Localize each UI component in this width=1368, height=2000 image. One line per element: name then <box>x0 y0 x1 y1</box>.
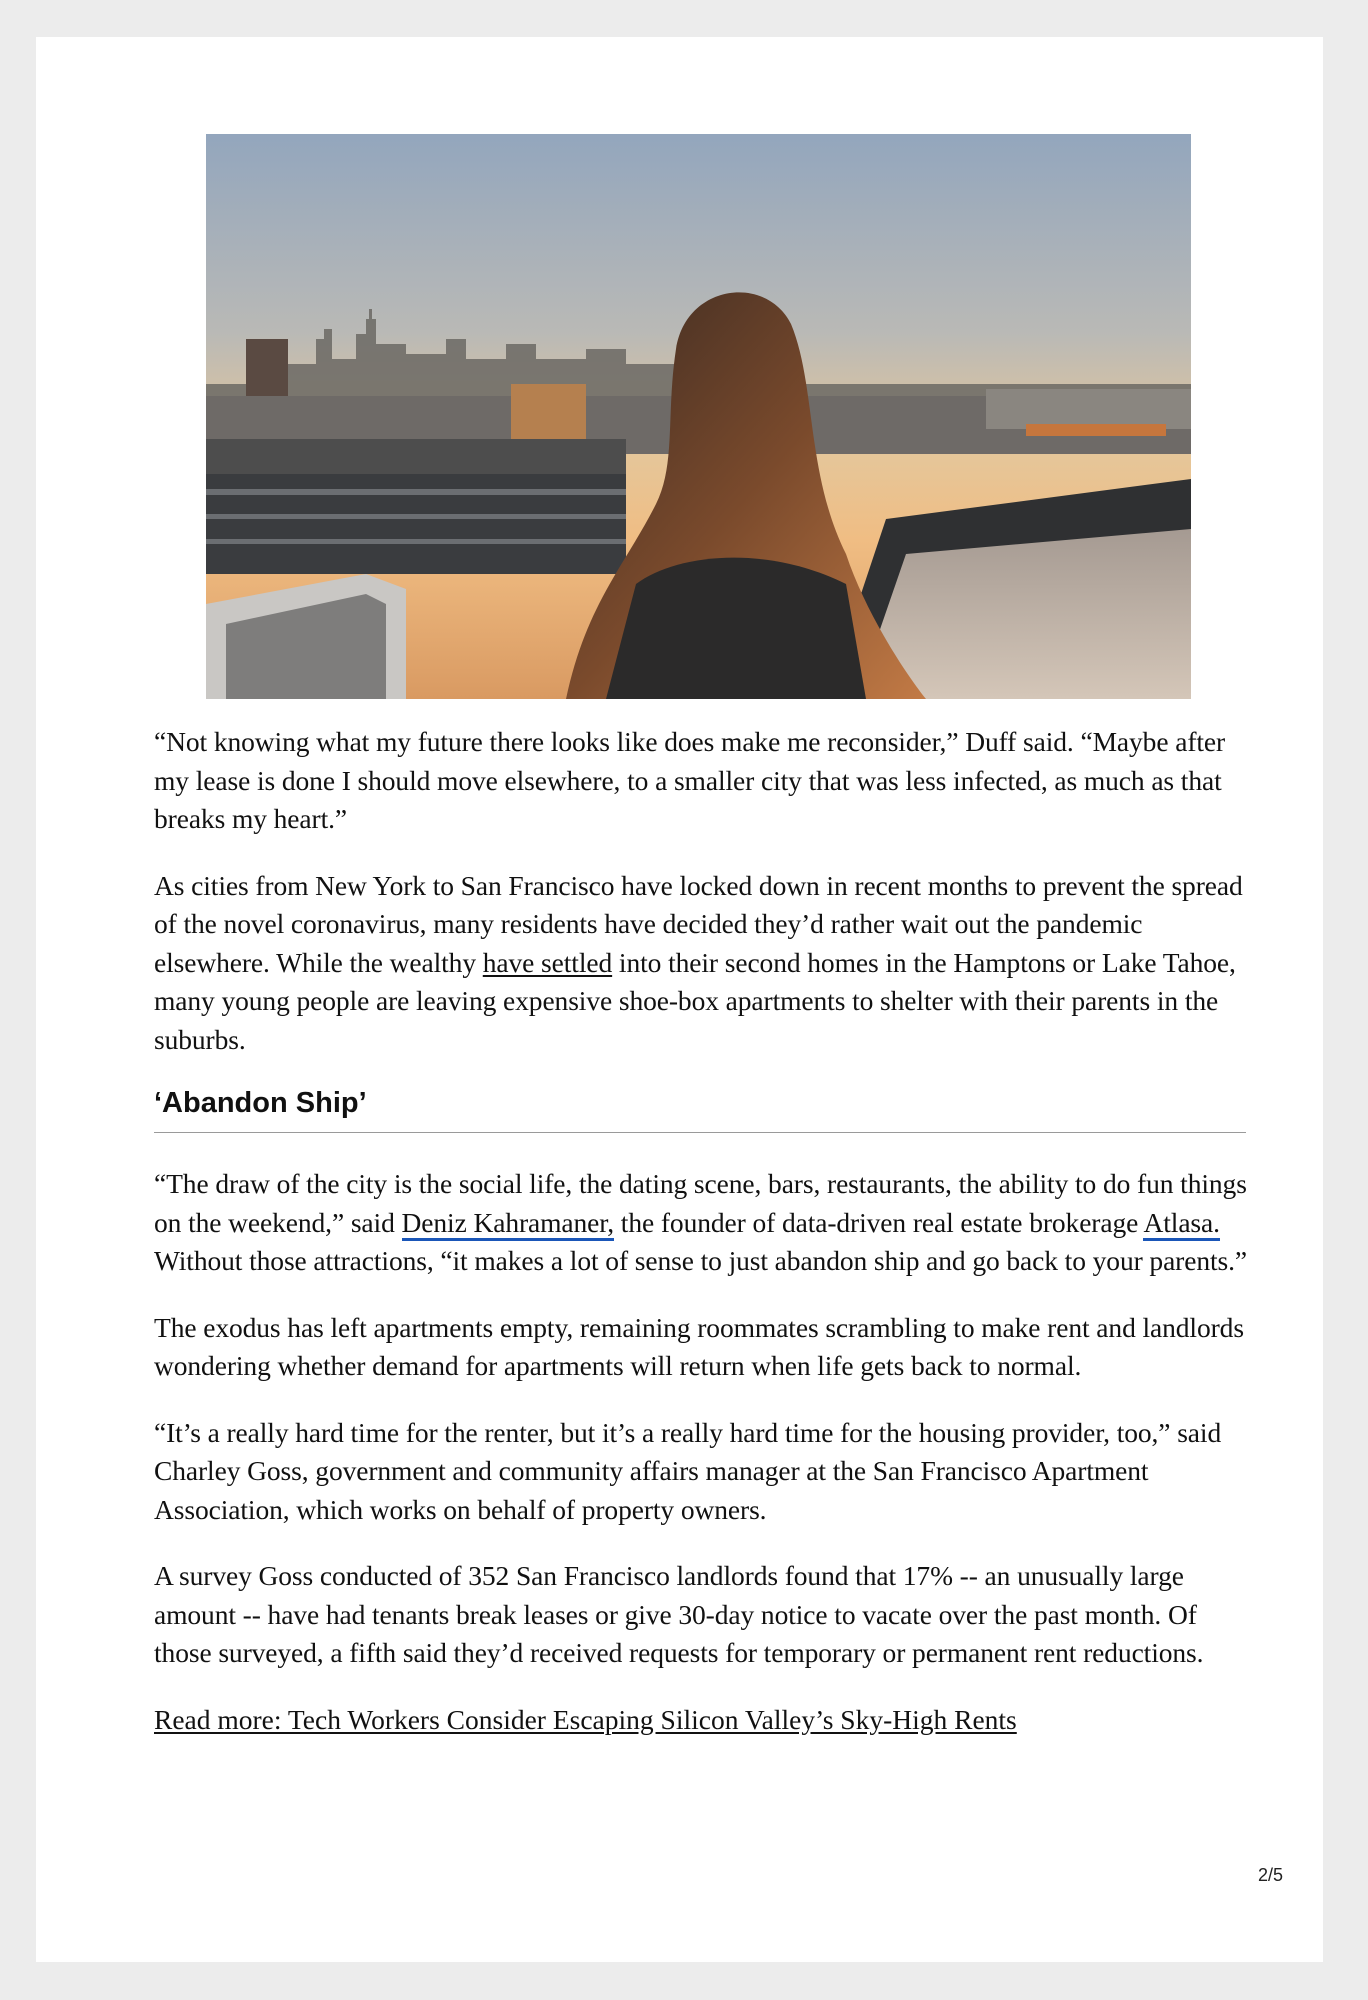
read-more-link[interactable]: Read more: Tech Workers Consider Escaping Silicon Valley’s Sky-High Rents <box>154 1703 1017 1735</box>
article-photo <box>206 134 1191 699</box>
paragraph-text: into their second homes in the Hamptons or Lake Tahoe, many young people are leaving expensive shoe-box apartments to shelter with their parents in the suburbs. <box>154 946 1236 1055</box>
section-heading-container <box>154 1087 1254 1133</box>
paragraph-text: “The draw of the city is the social life, the dating scene, bars, restaurants, the ability to do fun things on the weekend,” said <box>154 1168 1247 1238</box>
section-heading: ‘Abandon Ship’ <box>154 1087 1246 1133</box>
paragraph-exodus <box>154 1309 1254 1386</box>
paragraph-survey <box>154 1557 1254 1673</box>
paragraph-cities-lockdown <box>154 867 1254 1060</box>
paragraph-text: the founder of data-driven real estate brokerage <box>614 1206 1144 1238</box>
paragraph-text: Without those attractions, “it makes a lot of sense to just abandon ship and go back to your parents.” <box>154 1245 1248 1276</box>
page-number: 2/5 <box>1257 1865 1283 1885</box>
paragraph-text: A survey Goss conducted of 352 San Francisco landlords found that 17% -- an unusually large amount -- have had tenants break leases or give 30-day notice to vacate over the past month. Of those surveyed, a fifth said they’d received requests for temporary or permanent rent reductions. <box>154 1560 1204 1668</box>
paragraph-text: “It’s a really hard time for the renter, but it’s a really hard time for the housing provider, too,” said Charley Goss, government and community affairs manager at the San Francisco Apartment Association, which works on behalf of property owners. <box>154 1416 1222 1525</box>
paragraph-text: As cities from New York to San Francisco have locked down in recent months to prevent the spread of the novel coronavirus, many residents have decided they’d rather wait out the pandemic elsewhere. While the wealthy <box>154 869 1243 978</box>
document-page <box>36 37 1323 1962</box>
deniz-kahramaner-link[interactable]: Deniz Kahramaner, <box>402 1207 615 1241</box>
have-settled-link[interactable]: have settled <box>482 946 613 978</box>
paragraph-draw-of-city <box>154 1165 1254 1281</box>
paragraph-text: The exodus has left apartments empty, remaining roommates scrambling to make rent and landlords wondering whether demand for apartments will return when life gets back to normal. <box>154 1311 1244 1381</box>
paragraph-goss-quote <box>154 1414 1254 1530</box>
paragraph-duff-quote <box>154 723 1254 839</box>
paragraph-text: “Not knowing what my future there looks like does make me reconsider,” Duff said. “Maybe after my lease is done I should move elsewhere, to a smaller city that was less infected, as much as that breaks my heart.” <box>154 726 1226 834</box>
atlasa-link[interactable]: Atlasa. <box>1143 1207 1219 1241</box>
